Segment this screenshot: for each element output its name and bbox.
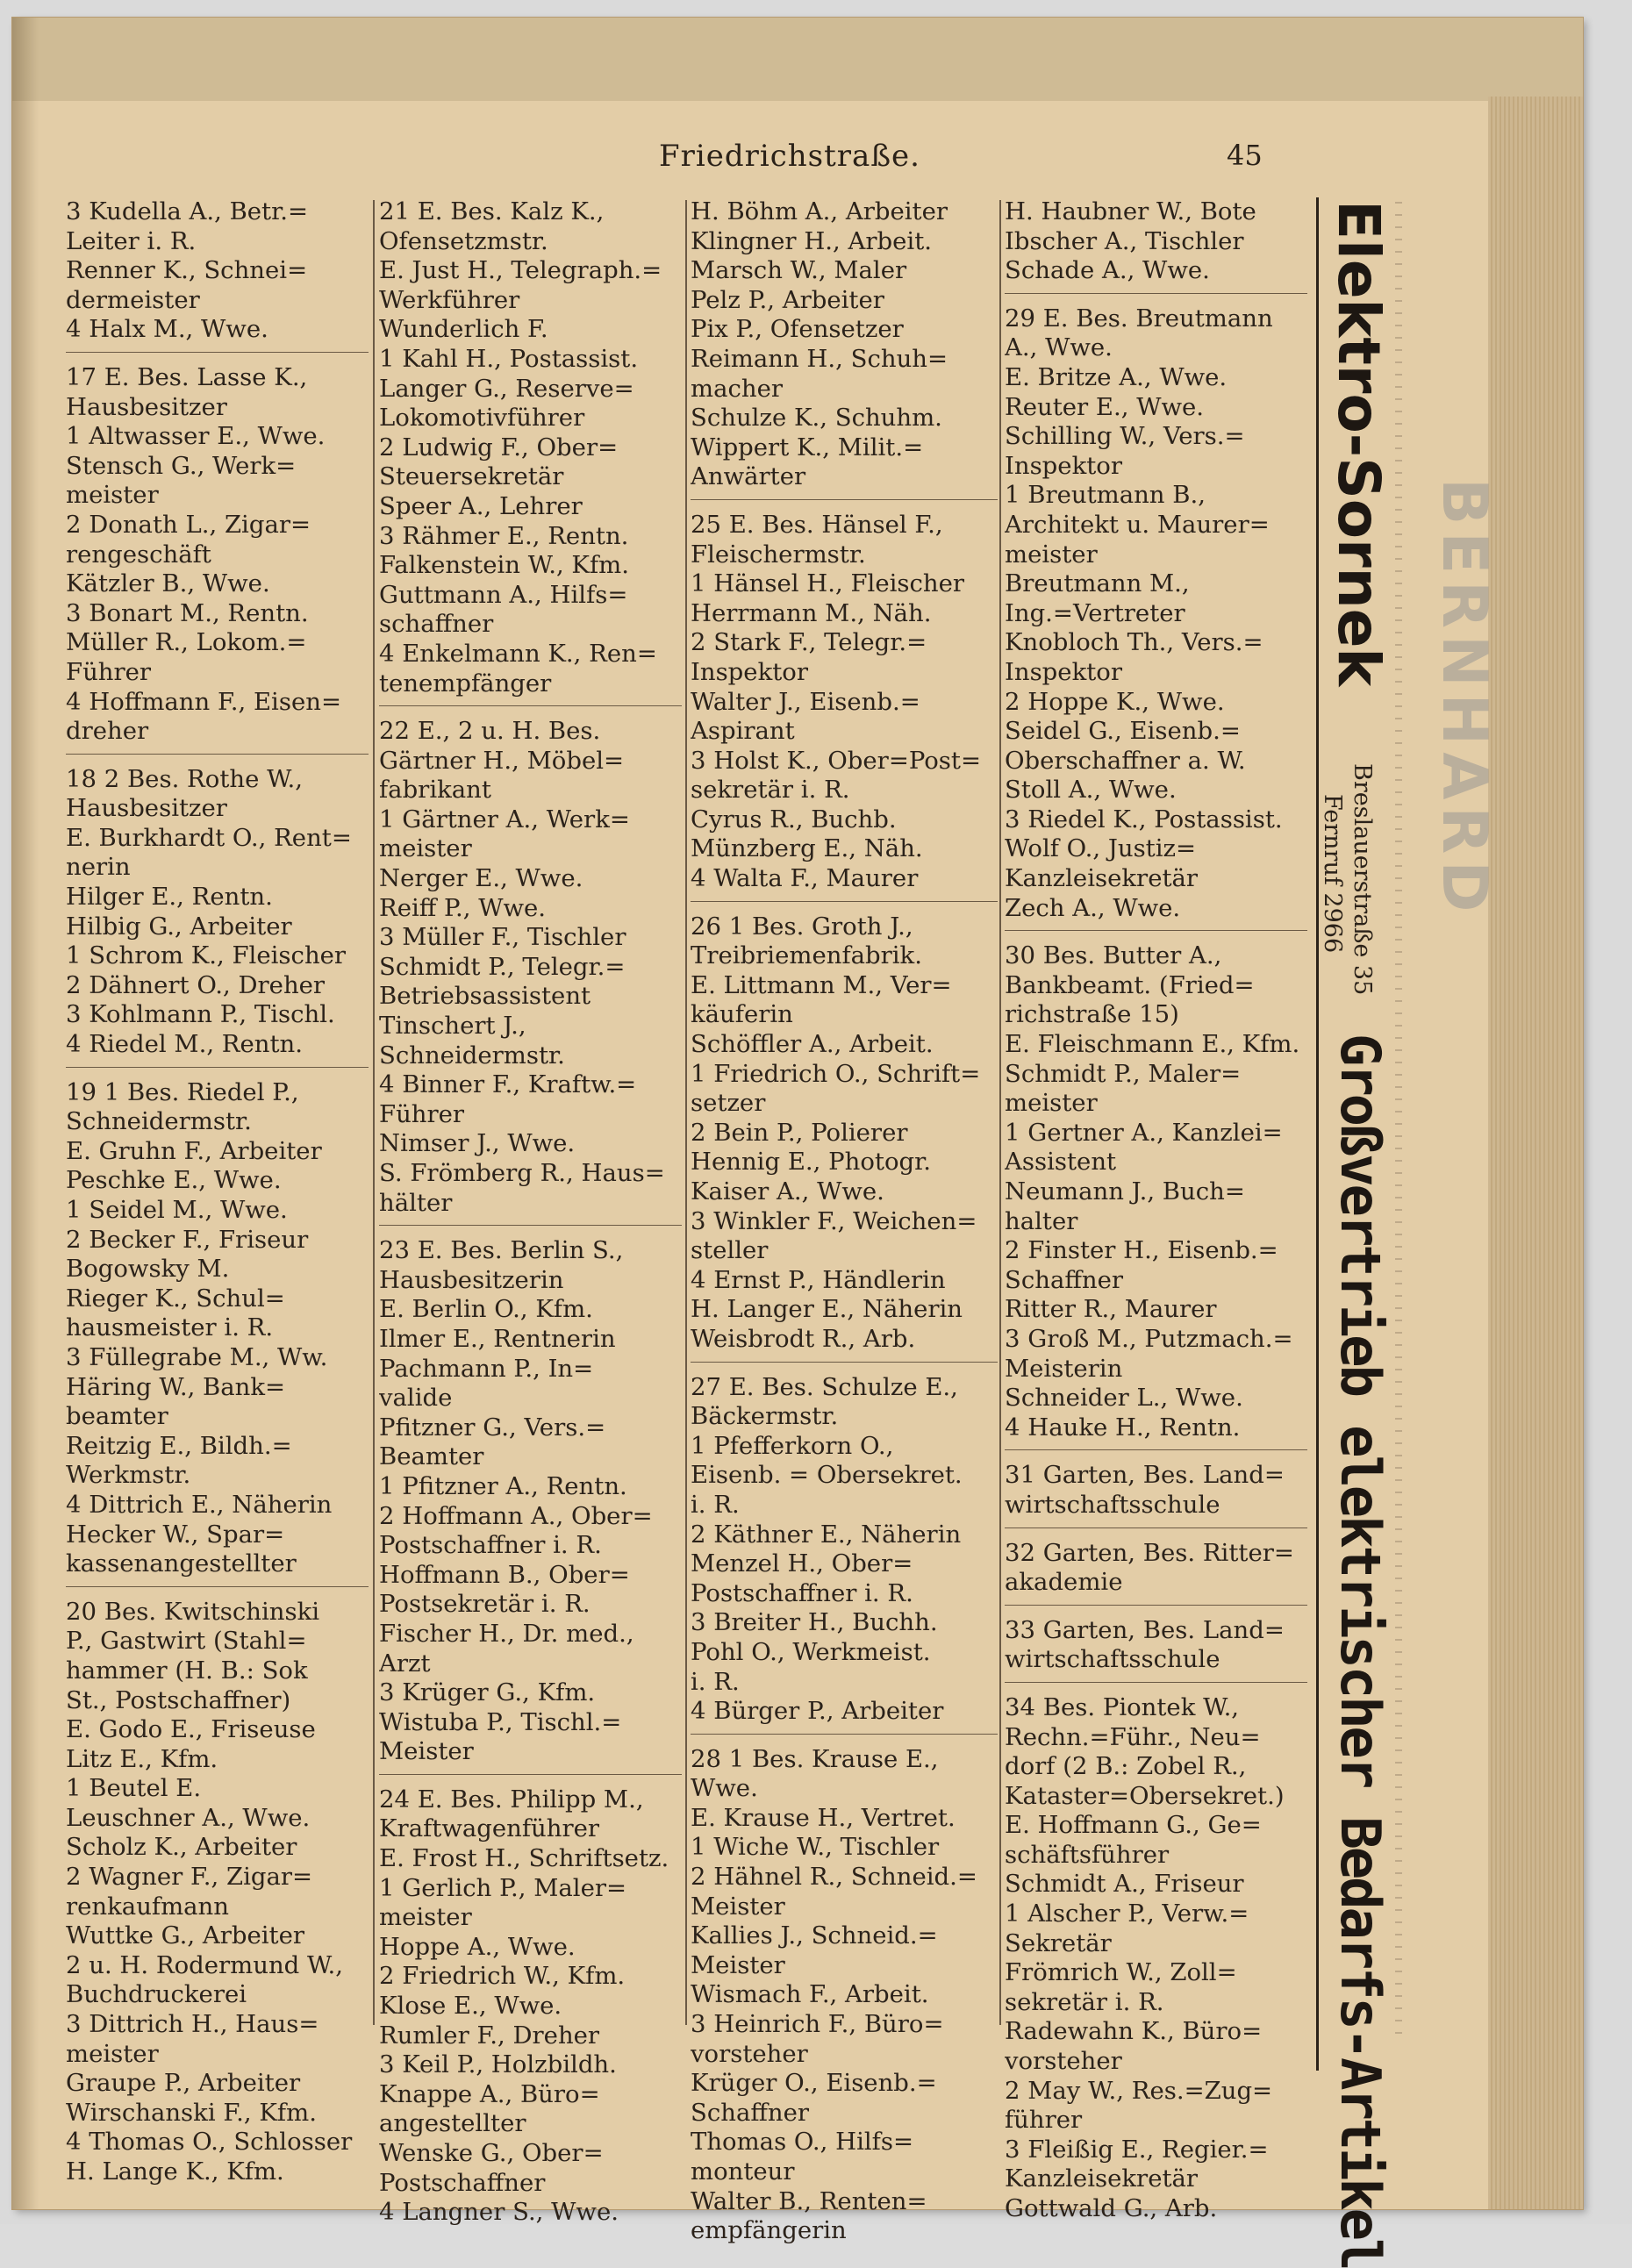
column-divider-3 bbox=[999, 200, 1001, 2025]
directory-entry-line: Schmidt P., Telegr.= bbox=[379, 952, 626, 981]
directory-entry-line: 26 1 Bes. Groth J., bbox=[691, 912, 913, 941]
directory-entry-line: 31 Garten, Bes. Land= bbox=[1005, 1461, 1285, 1490]
directory-entry-line: Müller R., Lokom.= bbox=[66, 628, 307, 657]
directory-entry-line: Pachmann P., In= bbox=[379, 1354, 594, 1383]
directory-entry-line: Graupe P., Arbeiter bbox=[66, 2069, 301, 2098]
directory-entry-line: Pix P., Ofensetzer bbox=[691, 315, 904, 344]
directory-entry-line: Speer A., Lehrer bbox=[379, 491, 583, 520]
directory-column-4 bbox=[1005, 197, 1307, 2224]
directory-entry-line: Oberschaffner a. W. bbox=[1005, 746, 1246, 775]
directory-entry-line: richstraße 15) bbox=[1005, 1000, 1179, 1029]
directory-entry-line: E. Burkhardt O., Rent= bbox=[66, 823, 352, 852]
directory-entry-line: 29 E. Bes. Breutmann bbox=[1005, 304, 1273, 333]
directory-entry-line: Ofensetzmstr. bbox=[379, 226, 548, 255]
directory-entry-line: akademie bbox=[1005, 1568, 1123, 1597]
directory-entry-line: 2 Käthner E., Näherin bbox=[691, 1520, 962, 1549]
directory-entry-line: hälter bbox=[379, 1188, 453, 1217]
directory-entry-line: Thomas O., Hilfs= bbox=[691, 2128, 913, 2157]
directory-entry-line: Scholz K., Arbeiter bbox=[66, 1833, 297, 1862]
page-number: 45 bbox=[1227, 139, 1263, 172]
section-separator bbox=[1005, 1605, 1307, 1616]
directory-entry-line: Kallies J., Schneid.= bbox=[691, 1921, 938, 1950]
directory-entry-line: Bankbeamt. (Fried= bbox=[1005, 970, 1255, 999]
directory-entry-line: 24 E. Bes. Philipp M., bbox=[379, 1785, 644, 1814]
directory-entry-line: führer bbox=[1005, 2106, 1083, 2135]
directory-entry-line: Reimann H., Schuh= bbox=[691, 344, 948, 373]
directory-entry-line: beamter bbox=[66, 1402, 168, 1431]
binding-perforation bbox=[1395, 202, 1402, 2044]
directory-entry-line: Bogowsky M. bbox=[66, 1255, 230, 1284]
directory-entry-line: 1 Gertner A., Kanzlei= bbox=[1005, 1118, 1283, 1147]
directory-entry-line: 4 Walta F., Maurer bbox=[691, 864, 919, 893]
section-separator bbox=[1005, 930, 1307, 941]
directory-entry-line: Schmidt P., Maler= bbox=[1005, 1059, 1242, 1088]
directory-entry-line: käuferin bbox=[691, 1000, 793, 1029]
directory-entry-line: 2 Stark F., Telegr.= bbox=[691, 628, 927, 657]
directory-entry-line: 4 Hoffmann F., Eisen= bbox=[66, 687, 341, 716]
directory-entry-line: sekretär i. R. bbox=[691, 776, 850, 805]
directory-entry-line: Inspektor bbox=[1005, 451, 1122, 480]
directory-entry-line: 32 Garten, Bes. Ritter= bbox=[1005, 1538, 1294, 1567]
directory-entry-line: Schilling W., Vers.= bbox=[1005, 422, 1245, 451]
section-separator bbox=[379, 1774, 682, 1785]
directory-entry-line: meister bbox=[379, 1903, 472, 1932]
directory-entry-line: meister bbox=[379, 834, 472, 863]
directory-entry-line: Herrmann M., Näh. bbox=[691, 598, 932, 627]
directory-entry-line: 2 Hähnel R., Schneid.= bbox=[691, 1863, 977, 1892]
directory-entry-line: 22 E., 2 u. H. Bes. bbox=[379, 717, 601, 746]
directory-entry-line: 3 Rähmer E., Rentn. bbox=[379, 521, 629, 550]
page-title: Friedrichstraße. bbox=[659, 139, 920, 174]
directory-entry-line: Weisbrodt R., Arb. bbox=[691, 1324, 916, 1353]
directory-entry-line: Pelz P., Arbeiter bbox=[691, 285, 884, 314]
directory-entry-line: S. Frömberg R., Haus= bbox=[379, 1159, 665, 1187]
directory-entry-line: Inspektor bbox=[1005, 657, 1122, 686]
section-separator bbox=[1005, 1528, 1307, 1539]
directory-entry-line: Wippert K., Milit.= bbox=[691, 433, 924, 461]
directory-entry-line: 3 Groß M., Putzmach.= bbox=[1005, 1324, 1293, 1353]
directory-entry-line: 2 Bein P., Polierer bbox=[691, 1118, 908, 1147]
directory-entry-line: 1 Pfefferkorn O., bbox=[691, 1431, 894, 1460]
directory-entry-line: 2 Wagner F., Zigar= bbox=[66, 1863, 313, 1892]
section-separator bbox=[379, 705, 682, 717]
directory-entry-line: Wunderlich F. bbox=[379, 315, 548, 344]
directory-entry-line: 33 Garten, Bes. Land= bbox=[1005, 1615, 1285, 1644]
column-divider-2 bbox=[685, 200, 687, 2025]
directory-entry-line: Seidel G., Eisenb.= bbox=[1005, 717, 1241, 746]
directory-entry-line: 30 Bes. Butter A., bbox=[1005, 941, 1222, 970]
directory-entry-line: Klose E., Wwe. bbox=[379, 1992, 562, 2021]
section-separator bbox=[66, 1067, 369, 1078]
directory-entry-line: Fischer H., Dr. med., bbox=[379, 1619, 634, 1648]
directory-entry-line: Schulze K., Schuhm. bbox=[691, 404, 942, 433]
directory-entry-line: 3 Bonart M., Rentn. bbox=[66, 598, 309, 627]
directory-entry-line: Ilmer E., Rentnerin bbox=[379, 1324, 616, 1353]
directory-entry-line: Stensch G., Werk= bbox=[66, 451, 297, 480]
directory-entry-line: Schmidt A., Friseur bbox=[1005, 1870, 1244, 1899]
directory-entry-line: Buchdruckerei bbox=[66, 1980, 247, 2009]
ad-phone: Fernruf 2966 bbox=[1319, 794, 1346, 954]
directory-entry-line: Bäckermstr. bbox=[691, 1402, 839, 1431]
directory-entry-line: A., Wwe. bbox=[1005, 333, 1113, 362]
directory-entry-line: E. Krause H., Vertret. bbox=[691, 1803, 956, 1832]
directory-entry-line: 28 1 Bes. Krause E., bbox=[691, 1744, 939, 1773]
column-divider-1 bbox=[373, 200, 375, 2025]
directory-entry-line: Krüger O., Eisenb.= bbox=[691, 2069, 937, 2098]
directory-entry-line: 3 Winkler F., Weichen= bbox=[691, 1206, 977, 1235]
directory-entry-line: 21 E. Bes. Kalz K., bbox=[379, 197, 605, 225]
directory-entry-line: H. Langer E., Näherin bbox=[691, 1295, 963, 1324]
directory-entry-line: 2 Donath L., Zigar= bbox=[66, 510, 311, 539]
directory-entry-line: 4 Hauke H., Rentn. bbox=[1005, 1413, 1241, 1442]
directory-entry-line: i. R. bbox=[691, 1667, 740, 1696]
directory-entry-line: Pfitzner G., Vers.= bbox=[379, 1413, 606, 1442]
section-separator bbox=[1005, 293, 1307, 304]
directory-entry-line: wirtschaftsschule bbox=[1005, 1645, 1220, 1674]
directory-entry-line: Wistuba P., Tischl.= bbox=[379, 1707, 622, 1736]
library-stamp: BERNHARD bbox=[1428, 478, 1500, 919]
directory-entry-line: Hoppe A., Wwe. bbox=[379, 1932, 576, 1961]
directory-entry-line: 1 Seidel M., Wwe. bbox=[66, 1196, 288, 1224]
directory-entry-line: Anwärter bbox=[691, 462, 806, 491]
directory-entry-line: 3 Krüger G., Kfm. bbox=[379, 1678, 596, 1707]
directory-entry-line: 1 Beutel E. bbox=[66, 1774, 202, 1803]
directory-entry-line: tenempfänger bbox=[379, 669, 552, 698]
directory-entry-line: Schaffner bbox=[691, 2098, 810, 2127]
directory-entry-line: 1 Schrom K., Fleischer bbox=[66, 941, 347, 970]
directory-entry-line: Werkmstr. bbox=[66, 1461, 191, 1490]
directory-entry-line: Wenske G., Ober= bbox=[379, 2139, 604, 2167]
directory-entry-line: Kanzleisekretär bbox=[1005, 2164, 1199, 2193]
directory-entry-line: 1 Friedrich O., Schrift= bbox=[691, 1059, 981, 1088]
directory-entry-line: 1 Altwasser E., Wwe. bbox=[66, 422, 326, 451]
directory-entry-line: Tinschert J., bbox=[379, 1012, 526, 1041]
directory-entry-line: Litz E., Kfm. bbox=[66, 1744, 218, 1773]
directory-entry-line: Führer bbox=[66, 657, 152, 686]
directory-entry-line: Marsch W., Maler bbox=[691, 256, 907, 285]
directory-entry-line: Kaiser A., Wwe. bbox=[691, 1177, 884, 1206]
directory-entry-line: Langer G., Reserve= bbox=[379, 374, 634, 403]
directory-entry-line: Werkführer bbox=[379, 285, 520, 314]
directory-entry-line: Stoll A., Wwe. bbox=[1005, 776, 1177, 805]
directory-entry-line: Wirschanski F., Kfm. bbox=[66, 2098, 317, 2127]
directory-entry-line: Menzel H., Ober= bbox=[691, 1549, 913, 1578]
directory-entry-line: Postschaffner i. R. bbox=[691, 1578, 913, 1607]
directory-entry-line: Walter B., Renten= bbox=[691, 2186, 927, 2215]
directory-entry-line: Schneidermstr. bbox=[379, 1041, 565, 1070]
directory-entry-line: Meister bbox=[379, 1737, 474, 1766]
directory-entry-line: Schade A., Wwe. bbox=[1005, 256, 1210, 285]
directory-entry-line: Schneidermstr. bbox=[66, 1107, 252, 1136]
directory-column-3 bbox=[691, 197, 998, 2246]
directory-entry-line: Gottwald G., Arb. bbox=[1005, 2194, 1218, 2222]
directory-entry-line: Treibriemenfabrik. bbox=[691, 941, 922, 970]
directory-entry-line: halter bbox=[1005, 1206, 1078, 1235]
directory-entry-line: 3 Müller F., Tischler bbox=[379, 923, 626, 952]
directory-entry-line: 3 Holst K., Ober=Post= bbox=[691, 746, 982, 775]
ad-address: Breslauerstraße 35 bbox=[1349, 763, 1376, 996]
directory-entry-line: sekretär i. R. bbox=[1005, 1987, 1164, 2016]
directory-entry-line: Inspektor bbox=[691, 657, 808, 686]
directory-entry-line: 2 Hoppe K., Wwe. bbox=[1005, 687, 1225, 716]
directory-entry-line: Hilger E., Rentn. bbox=[66, 883, 273, 912]
directory-entry-line: 1 Hänsel H., Fleischer bbox=[691, 569, 965, 598]
directory-entry-line: Betriebsassistent bbox=[379, 982, 591, 1011]
directory-entry-line: Radewahn K., Büro= bbox=[1005, 2017, 1263, 2046]
directory-entry-line: Eisenb. = Obersekret. bbox=[691, 1461, 963, 1490]
directory-entry-line: Rechn.=Führ., Neu= bbox=[1005, 1722, 1261, 1751]
directory-entry-line: H. Haubner W., Bote bbox=[1005, 197, 1256, 225]
directory-entry-line: Neumann J., Buch= bbox=[1005, 1177, 1245, 1206]
directory-entry-line: Aspirant bbox=[691, 717, 795, 746]
directory-entry-line: Hecker W., Spar= bbox=[66, 1520, 285, 1549]
directory-entry-line: 20 Bes. Kwitschinski bbox=[66, 1597, 320, 1626]
directory-entry-line: E. Fleischmann E., Kfm. bbox=[1005, 1030, 1300, 1059]
directory-entry-line: rengeschäft bbox=[66, 540, 211, 569]
directory-entry-line: steller bbox=[691, 1236, 769, 1265]
directory-entry-line: Leuschner A., Wwe. bbox=[66, 1803, 311, 1832]
directory-entry-line: Rumler F., Dreher bbox=[379, 2021, 600, 2050]
section-separator bbox=[691, 1734, 998, 1745]
directory-entry-line: Pohl O., Werkmeist. bbox=[691, 1637, 931, 1666]
directory-entry-line: Falkenstein W., Kfm. bbox=[379, 551, 629, 580]
directory-entry-line: Meister bbox=[691, 1950, 785, 1979]
directory-entry-line: P., Gastwirt (Stahl= bbox=[66, 1627, 307, 1656]
directory-entry-line: Cyrus R., Buchb. bbox=[691, 805, 897, 834]
directory-entry-line: 3 Riedel K., Postassist. bbox=[1005, 805, 1283, 834]
section-separator bbox=[66, 352, 369, 363]
directory-entry-line: 4 Dittrich E., Näherin bbox=[66, 1490, 333, 1519]
directory-entry-line: 1 Alscher P., Verw.= bbox=[1005, 1900, 1249, 1928]
directory-entry-line: Schaffner bbox=[1005, 1265, 1124, 1294]
section-separator bbox=[691, 499, 998, 511]
directory-entry-line: fabrikant bbox=[379, 776, 491, 805]
directory-entry-line: 3 Heinrich F., Büro= bbox=[691, 2010, 944, 2039]
directory-entry-line: 2 Ludwig F., Ober= bbox=[379, 433, 619, 461]
directory-entry-line: Knobloch Th., Vers.= bbox=[1005, 628, 1263, 657]
directory-entry-line: Meisterin bbox=[1005, 1354, 1123, 1383]
directory-entry-line: 17 E. Bes. Lasse K., bbox=[66, 362, 308, 391]
directory-entry-line: 4 Binner F., Kraftw.= bbox=[379, 1070, 637, 1099]
directory-entry-line: Wuttke G., Arbeiter bbox=[66, 1921, 305, 1950]
directory-entry-line: 3 Breiter H., Buchh. bbox=[691, 1608, 938, 1637]
spine-shadow bbox=[12, 18, 39, 2209]
directory-entry-line: Hilbig G., Arbeiter bbox=[66, 912, 292, 941]
directory-entry-line: 4 Riedel M., Rentn. bbox=[66, 1030, 304, 1059]
directory-entry-line: meister bbox=[1005, 540, 1098, 569]
directory-entry-line: Reiff P., Wwe. bbox=[379, 893, 547, 922]
directory-entry-line: Hennig E., Photogr. bbox=[691, 1148, 931, 1177]
directory-entry-line: 2 May W., Res.=Zug= bbox=[1005, 2076, 1273, 2105]
directory-entry-line: Ibscher A., Tischler bbox=[1005, 226, 1244, 255]
directory-entry-line: 2 Finster H., Eisenb.= bbox=[1005, 1236, 1278, 1265]
directory-entry-line: 2 Dähnert O., Dreher bbox=[66, 970, 326, 999]
directory-entry-line: Schneider L., Wwe. bbox=[1005, 1384, 1243, 1413]
directory-entry-line: kassenangestellter bbox=[66, 1549, 297, 1578]
directory-entry-line: meister bbox=[66, 2039, 159, 2068]
directory-entry-line: Renner K., Schnei= bbox=[66, 256, 308, 285]
directory-entry-line: vorsteher bbox=[691, 2039, 808, 2068]
directory-entry-line: i. R. bbox=[691, 1490, 740, 1519]
directory-entry-line: E. Just H., Telegraph.= bbox=[379, 256, 662, 285]
directory-entry-line: Nerger E., Wwe. bbox=[379, 864, 583, 893]
directory-entry-line: setzer bbox=[691, 1089, 766, 1118]
directory-entry-line: 3 Dittrich H., Haus= bbox=[66, 2010, 319, 2039]
directory-entry-line: 19 1 Bes. Riedel P., bbox=[66, 1077, 299, 1106]
directory-entry-line: 3 Keil P., Holzbildh. bbox=[379, 2050, 617, 2079]
directory-entry-line: 4 Halx M., Wwe. bbox=[66, 315, 268, 344]
directory-entry-line: Hausbesitzerin bbox=[379, 1265, 564, 1294]
ad-slogan: Großvertrieb elektrischer Bedarfs-Artikel bbox=[1328, 1034, 1392, 2268]
directory-entry-line: Wolf O., Justiz= bbox=[1005, 834, 1197, 863]
directory-entry-line: E. Godo E., Friseuse bbox=[66, 1715, 316, 1744]
directory-entry-line: Hausbesitzer bbox=[66, 392, 227, 421]
directory-entry-line: 4 Thomas O., Schlosser bbox=[66, 2128, 353, 2157]
directory-entry-line: Meister bbox=[691, 1892, 785, 1921]
directory-entry-line: Kanzleisekretär bbox=[1005, 864, 1199, 893]
page-stack-edge bbox=[1488, 97, 1583, 2209]
directory-entry-line: 3 Kudella A., Betr.= bbox=[66, 197, 309, 225]
directory-entry-line: macher bbox=[691, 374, 784, 403]
directory-entry-line: Nimser J., Wwe. bbox=[379, 1129, 576, 1158]
directory-entry-line: empfängerin bbox=[691, 2216, 847, 2245]
ad-company-name: Elektro-Sornek bbox=[1325, 200, 1392, 687]
directory-entry-line: Assistent bbox=[1005, 1148, 1117, 1177]
directory-entry-line: wirtschaftsschule bbox=[1005, 1490, 1220, 1519]
directory-entry-line: 4 Enkelmann K., Ren= bbox=[379, 639, 657, 668]
directory-entry-line: Hausbesitzer bbox=[66, 794, 227, 823]
directory-entry-line: Wismach F., Arbeit. bbox=[691, 1980, 929, 2009]
directory-entry-line: renkaufmann bbox=[66, 1892, 229, 1921]
directory-entry-line: 23 E. Bes. Berlin S., bbox=[379, 1236, 624, 1265]
directory-entry-line: hammer (H. B.: Sok bbox=[66, 1656, 308, 1685]
directory-entry-line: H. Böhm A., Arbeiter bbox=[691, 197, 948, 225]
directory-entry-line: 2 Friedrich W., Kfm. bbox=[379, 1962, 626, 1991]
directory-entry-line: 25 E. Bes. Hänsel F., bbox=[691, 510, 943, 539]
directory-entry-line: Ritter R., Maurer bbox=[1005, 1295, 1217, 1324]
directory-entry-line: Postsekretär i. R. bbox=[379, 1590, 591, 1619]
directory-entry-line: Breutmann M., bbox=[1005, 569, 1190, 598]
section-separator bbox=[1005, 1682, 1307, 1693]
directory-entry-line: Führer bbox=[379, 1099, 465, 1128]
directory-entry-line: Walter J., Eisenb.= bbox=[691, 687, 920, 716]
directory-entry-line: Architekt u. Maurer= bbox=[1005, 510, 1270, 539]
directory-entry-line: E. Gruhn F., Arbeiter bbox=[66, 1136, 322, 1165]
directory-entry-line: Leiter i. R. bbox=[66, 226, 197, 255]
directory-entry-line: 27 E. Bes. Schulze E., bbox=[691, 1372, 958, 1401]
section-separator bbox=[66, 754, 369, 765]
section-separator bbox=[66, 1586, 369, 1598]
directory-entry-line: 1 Kahl H., Postassist. bbox=[379, 344, 639, 373]
directory-entry-line: Fleischermstr. bbox=[691, 540, 866, 569]
directory-entry-line: Rieger K., Schul= bbox=[66, 1284, 285, 1313]
directory-entry-line: 2 u. H. Rodermund W., bbox=[66, 1950, 343, 1979]
directory-entry-line: Guttmann A., Hilfs= bbox=[379, 580, 628, 609]
directory-entry-line: Gärtner H., Möbel= bbox=[379, 746, 625, 775]
directory-entry-line: H. Lange K., Kfm. bbox=[66, 2157, 284, 2186]
directory-entry-line: monteur bbox=[691, 2157, 795, 2186]
directory-entry-line: Wwe. bbox=[691, 1774, 758, 1803]
directory-entry-line: Zech A., Wwe. bbox=[1005, 893, 1181, 922]
directory-entry-line: E. Littmann M., Ver= bbox=[691, 970, 952, 999]
directory-entry-line: Münzberg E., Näh. bbox=[691, 834, 923, 863]
directory-entry-line: Postschaffner bbox=[379, 2168, 546, 2197]
directory-entry-line: meister bbox=[1005, 1089, 1098, 1118]
directory-entry-line: Klingner H., Arbeit. bbox=[691, 226, 932, 255]
directory-entry-line: E. Britze A., Wwe. bbox=[1005, 362, 1228, 391]
directory-entry-line: Frömrich W., Zoll= bbox=[1005, 1958, 1237, 1987]
directory-entry-line: dreher bbox=[66, 717, 149, 746]
directory-entry-line: Ing.=Vertreter bbox=[1005, 598, 1185, 627]
directory-entry-line: 1 Gerlich P., Maler= bbox=[379, 1873, 627, 1902]
directory-entry-line: 1 Breutmann B., bbox=[1005, 481, 1206, 510]
directory-entry-line: Peschke E., Wwe. bbox=[66, 1166, 282, 1195]
directory-entry-line: Reuter E., Wwe. bbox=[1005, 392, 1205, 421]
directory-entry-line: 3 Füllegrabe M., Ww. bbox=[66, 1342, 328, 1371]
directory-entry-line: 1 Gärtner A., Werk= bbox=[379, 805, 630, 834]
directory-entry-line: angestellter bbox=[379, 2109, 526, 2138]
directory-entry-line: dorf (2 B.: Zobel R., bbox=[1005, 1752, 1247, 1781]
directory-column-2 bbox=[379, 197, 682, 2228]
directory-entry-line: Kätzler B., Wwe. bbox=[66, 569, 270, 598]
section-separator bbox=[379, 1225, 682, 1236]
directory-entry-line: 4 Bürger P., Arbeiter bbox=[691, 1697, 944, 1726]
directory-entry-line: 3 Fleißig E., Regier.= bbox=[1005, 2135, 1269, 2164]
directory-entry-line: E. Hoffmann G., Ge= bbox=[1005, 1811, 1262, 1840]
directory-entry-line: Kataster=Obersekret.) bbox=[1005, 1781, 1285, 1810]
directory-entry-line: 3 Kohlmann P., Tischl. bbox=[66, 1000, 335, 1029]
directory-entry-line: nerin bbox=[66, 853, 131, 882]
section-separator bbox=[691, 901, 998, 912]
directory-entry-line: schaffner bbox=[379, 610, 494, 639]
directory-entry-line: E. Frost H., Schriftsetz. bbox=[379, 1844, 669, 1873]
directory-entry-line: 4 Ernst P., Händlerin bbox=[691, 1265, 946, 1294]
directory-entry-line: Reitzig E., Bildh.= bbox=[66, 1431, 292, 1460]
directory-entry-line: schäftsführer bbox=[1005, 1840, 1170, 1869]
directory-entry-line: hausmeister i. R. bbox=[66, 1313, 274, 1342]
directory-entry-line: Häring W., Bank= bbox=[66, 1372, 286, 1401]
directory-entry-line: 18 2 Bes. Rothe W., bbox=[66, 764, 304, 793]
directory-entry-line: Hoffmann B., Ober= bbox=[379, 1560, 630, 1589]
directory-entry-line: St., Postschaffner) bbox=[66, 1685, 291, 1714]
directory-entry-line: Schöffler A., Arbeit. bbox=[691, 1030, 934, 1059]
page-top-margin bbox=[12, 18, 1583, 101]
directory-entry-line: Steuersekretär bbox=[379, 462, 564, 491]
directory-entry-line: Lokomotivführer bbox=[379, 404, 585, 433]
directory-entry-line: Sekretär bbox=[1005, 1928, 1112, 1957]
directory-entry-line: Kraftwagenführer bbox=[379, 1814, 600, 1843]
directory-entry-line: 34 Bes. Piontek W., bbox=[1005, 1692, 1240, 1721]
section-separator bbox=[1005, 1449, 1307, 1461]
directory-entry-line: 1 Pfitzner A., Rentn. bbox=[379, 1471, 627, 1500]
directory-entry-line: meister bbox=[66, 481, 159, 510]
directory-entry-line: Knappe A., Büro= bbox=[379, 2079, 600, 2108]
directory-entry-line: E. Berlin O., Kfm. bbox=[379, 1295, 593, 1324]
directory-entry-line: 2 Becker F., Friseur bbox=[66, 1225, 309, 1254]
directory-entry-line: Arzt bbox=[379, 1649, 431, 1678]
directory-entry-line: 1 Wiche W., Tischler bbox=[691, 1833, 940, 1862]
directory-entry-line: valide bbox=[379, 1384, 453, 1413]
directory-entry-line: Beamter bbox=[379, 1442, 484, 1471]
directory-entry-line: vorsteher bbox=[1005, 2047, 1122, 2076]
directory-column-1 bbox=[66, 197, 369, 2187]
directory-entry-line: 4 Langner S., Wwe. bbox=[379, 2198, 619, 2227]
directory-entry-line: Postschaffner i. R. bbox=[379, 1531, 602, 1560]
directory-entry-line: dermeister bbox=[66, 285, 200, 314]
section-separator bbox=[691, 1362, 998, 1373]
directory-entry-line: 2 Hoffmann A., Ober= bbox=[379, 1501, 653, 1530]
